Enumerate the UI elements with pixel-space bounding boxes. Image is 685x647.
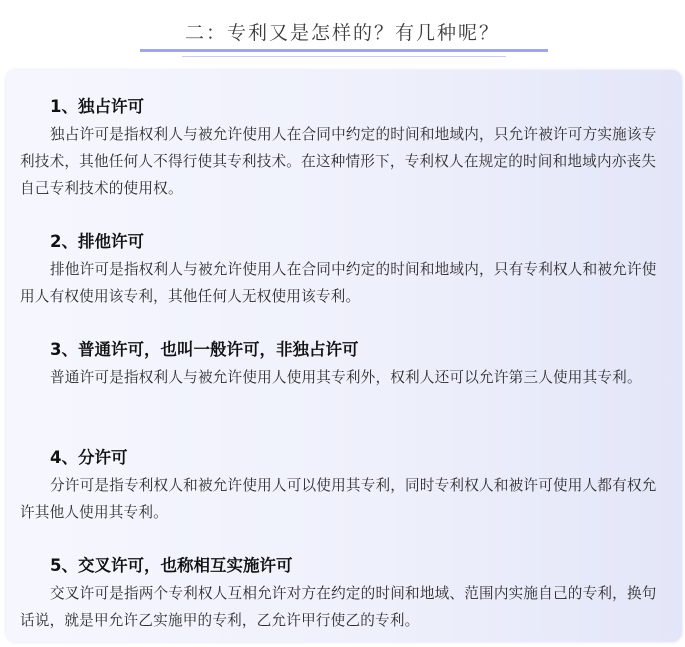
section-body: 独占许可是指权利人与被允许使用人在合同中约定的时间和地域内，只允许被许可方实施该专利技术，其他任何人不得行使其专利技术。在这种情形下，专利权人在规定的时间和地域内亦丧失自己专利技术的使用权。 — [20, 126, 657, 197]
section-body: 排他许可是指权利人与被允许使用人在合同中约定的时间和地域内，只有专利权人和被允许使用人有权使用该专利，其他任何人无权使用该专利。 — [20, 261, 657, 305]
page-title: 二：专利又是怎样的？有几种呢？ — [184, 22, 500, 44]
section-body: 交叉许可是指两个专利权人互相允许对方在约定的时间和地域、范围内实施自己的专利，换句话说，就是甲允许乙实施甲的专利，乙允许甲行使乙的专利。 — [20, 585, 657, 629]
section-body: 分许可是指专利权人和被允许使用人可以使用其专利，同时专利权人和被许可使用人都有权允许其他人使用其专利。 — [20, 477, 657, 521]
section-exclusive-license — [20, 94, 665, 202]
section-heading: 4、分许可 — [50, 448, 128, 467]
section-body: 普通许可是指权利人与被允许使用人使用其专利外，权利人还可以允许第三人使用其专利。 — [50, 369, 642, 386]
section-general-license — [20, 337, 665, 391]
section-heading: 1、独占许可 — [50, 97, 144, 116]
section-heading: 5、交叉许可，也称相互实施许可 — [50, 556, 293, 575]
section-cross-license — [20, 553, 665, 634]
section-sub-license — [20, 445, 665, 526]
title-underline-thick — [140, 49, 548, 52]
title-underline-thin — [182, 56, 506, 57]
page-header — [0, 0, 685, 62]
section-sole-license — [20, 229, 665, 310]
section-heading: 3、普通许可，也叫一般许可，非独占许可 — [50, 340, 359, 359]
section-heading: 2、排他许可 — [50, 232, 144, 251]
